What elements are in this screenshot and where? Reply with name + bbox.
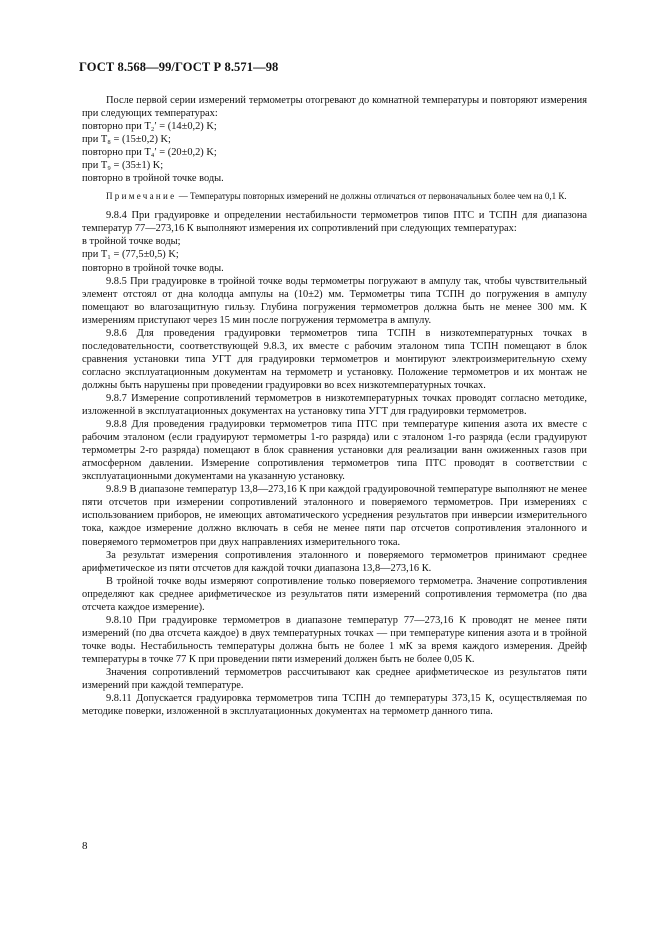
clause-9-8-7: 9.8.7 Измерение сопротивлений термометров в низкотемпературных точках проводят согласно методике, изложенной в эксплуатационных документах на установку типа УГТ для градуировки термометров.: [82, 392, 587, 418]
list-item: при T₁ = (77,5±0,5) K;: [82, 249, 179, 261]
paragraph-resistance-values: Значения сопротивлений термометров рассчитывают как среднее арифметическое из результатов пяти измерений при каждой температуре.: [82, 666, 587, 692]
list-item: повторно в тройной точке воды.: [82, 262, 224, 274]
paragraph-triple-point: В тройной точке воды измеряют сопротивление только поверяемого термометра. Значение сопротивления определяют как среднее арифметическое из результатов пяти измерений сопротивления термометра (по два отсчета каждое измерение).: [82, 575, 587, 613]
list-item: повторно при T₂′ = (14±0,2) K;: [82, 121, 217, 133]
document-header: ГОСТ 8.568—99/ГОСТ Р 8.571—98: [79, 60, 279, 74]
list-item: повторно при T₄′ = (20±0,2) K;: [82, 147, 217, 159]
clause-9-8-11: 9.8.11 Допускается градуировка термометров типа ТСПН до температуры 373,15 К, осуществляемая по методике поверки, изложенной в эксплуатационных документах на термометр данного типа.: [82, 693, 587, 718]
note-label: Примечание: [106, 191, 177, 202]
clause-9-8-5: 9.8.5 При градуировке в тройной точке воды термометры погружают в ампулу так, чтобы чувствительный элемент отстоял от дна колодца ампулы на (10±2) мм. Термометры типа ТСПН до погружения в ампулу помещают во влагозащитную гильзу. Глубина погружения термометров должна быть не менее 300 мм. К измерениям приступают через 15 мин после погружения термометра в ампулу.: [82, 275, 587, 326]
note: [82, 191, 587, 202]
list-item: при T₈ = (15±0,2) K;: [82, 134, 171, 146]
list-item: в тройной точке воды;: [82, 236, 181, 248]
paragraph-result: За результат измерения сопротивления эталонного и поверяемого термометров принимают среднее арифметическое из пяти отсчетов для каждой точки диапазона 13,8—273,16 К.: [82, 549, 587, 574]
page-number: 8: [82, 840, 88, 852]
clause-9-8-9: 9.8.9 В диапазоне температур 13,8—273,16 К при каждой градуировочной температуре выполняют не менее пяти отсчетов при измерении сопротивлений эталонного и поверяемого термометров. При измерениях с использованием приборов, не имеющих автоматического усреднения результатов при инверсии измерительного тока, каждое измерение должно включать в себя не менее пяти пар отсчетов сопротивления эталонного и поверяемого термометров при двух направлениях измерительного тока.: [82, 484, 587, 548]
note-text: — Температуры повторных измерений не должны отличаться от первоначальных более чем на 0,1 К.: [176, 191, 567, 202]
clause-9-8-8: 9.8.8 Для проведения градуировки термометров типа ПТС при температуре кипения азота их вместе с рабочим эталоном (если градуируют термометры 1-го разряда) или с эталоном 1-го разряда (если градуируют термометры 2-го разряда) помещают в блок сравнения установки для реализации ванн ожиженных газов при атмосферном давлении. Измерение сопротивления термометров типа ПТС проводят в соответствии с эксплуатационными документами на указанную установку.: [82, 419, 587, 483]
document-body: [82, 94, 587, 718]
clause-9-8-4: 9.8.4 При градуировке и определении нестабильности термометров типов ПТС и ТСПН для диапазона температур 77—273,16 К выполняют измерения их сопротивлений при следующих температурах:: [82, 210, 587, 235]
list-item: при T₉ = (35±1) K;: [82, 160, 164, 172]
clause-9-8-10: 9.8.10 При градуировке термометров в диапазоне температур 77—273,16 К проводят не менее пяти измерений (по два отсчета каждое) в двух температурных точках — при температуре кипения азота и в тройной точке воды. Нестабильность температуры должна быть не более 1 мК за время каждого измерения. Дрейф температуры в точке 77 К при проведении пяти измерений должен быть не более 0,05 К.: [82, 614, 587, 665]
clause-9-8-6: 9.8.6 Для проведения градуировки термометров типа ТСПН в низкотемпературных точках в последовательности, соответствующей 9.8.3, их вместе с рабочим эталоном типа ТСПН помещают в блок сравнения установки типа УГТ для градуировки термометров и монтируют электроизмерительную схему согласно эксплуатационным документам на термометр и установку. Положение термометров и их монтаж не должны быть нарушены при проведении градуировки во всех низкотемпературных точках.: [82, 327, 587, 391]
list-item: повторно в тройной точке воды.: [82, 173, 224, 185]
paragraph-after-first-series: После первой серии измерений термометры отогревают до комнатной температуры и повторяют измерения при следующих температурах:: [82, 95, 587, 120]
